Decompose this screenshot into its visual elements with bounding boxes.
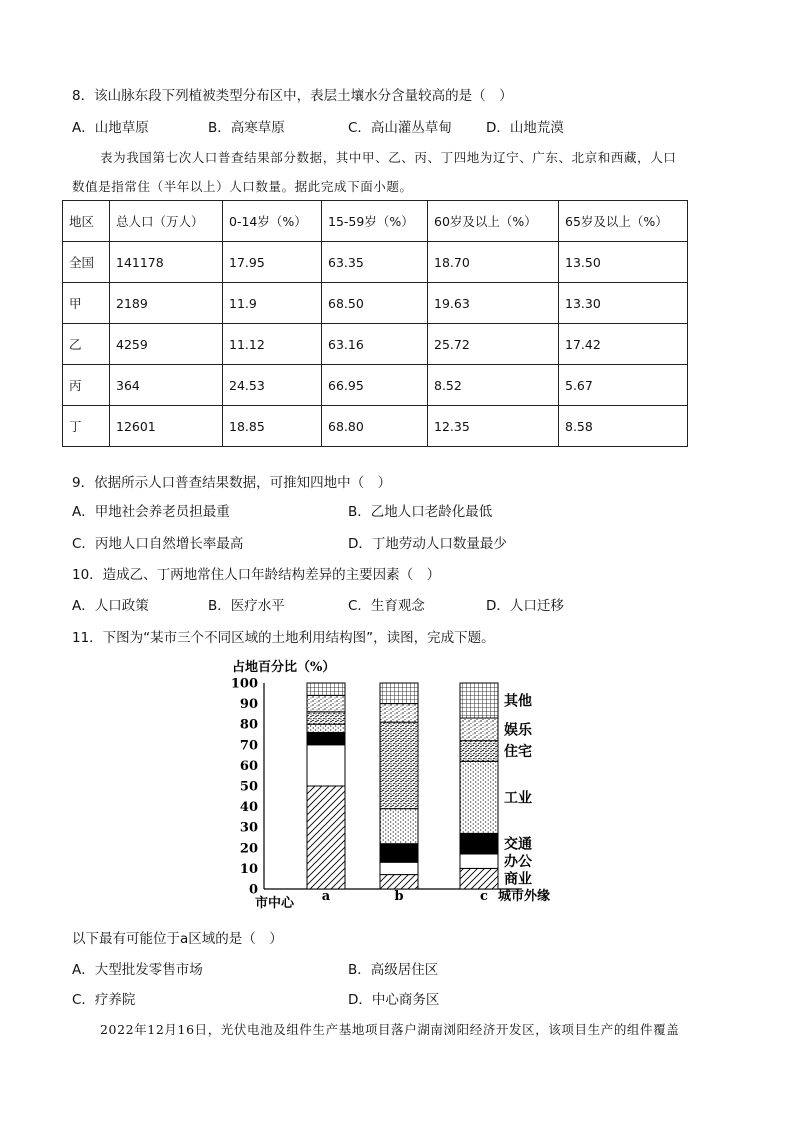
table-cell: 18.70 [428, 242, 559, 283]
table-cell: 141178 [110, 242, 223, 283]
intro-line-2: 数值是指常住（半年以上）人口数量。据此完成下面小题。 [72, 179, 413, 194]
series-label: 其他 [504, 693, 532, 710]
y-tick-label: 90 [239, 697, 258, 713]
table-cell: 364 [110, 365, 223, 406]
y-tick-label: 40 [239, 800, 258, 816]
q10-option-c: C．生育观念 [348, 598, 425, 614]
x-left-label: 市中心 [255, 896, 295, 911]
table-cell: 17.42 [559, 324, 688, 365]
bar-segment-a-0 [307, 786, 345, 889]
table-header-cell: 65岁及以上（%） [559, 201, 688, 242]
table-cell: 66.95 [322, 365, 428, 406]
q11-option-b: B．高级居住区 [348, 962, 439, 978]
bar-segment-c-5 [460, 718, 498, 741]
table-cell: 63.16 [322, 324, 428, 365]
table-row [63, 283, 688, 324]
table-cell: 25.72 [428, 324, 559, 365]
table-cell: 68.80 [322, 406, 428, 447]
bar-segment-a-3 [307, 724, 345, 732]
population-table [62, 200, 688, 447]
y-tick-label: 50 [239, 779, 258, 795]
table-cell: 68.50 [322, 283, 428, 324]
table-header-cell: 地区 [63, 201, 110, 242]
table-cell: 63.35 [322, 242, 428, 283]
table-header-row [63, 201, 688, 242]
table-header-cell: 总人口（万人） [110, 201, 223, 242]
q11-option-d: D．中心商务区 [348, 992, 440, 1008]
bar-segment-c-2 [460, 833, 498, 854]
q8-option-a: A．山地草原 [72, 120, 149, 136]
q10-option-a: A．人口政策 [72, 598, 149, 614]
q9-option-a: A．甲地社会养老员担最重 [72, 504, 230, 520]
q11-option-c: C．疗养院 [72, 992, 136, 1008]
table-cell: 18.85 [223, 406, 322, 447]
category-label: b [394, 889, 404, 904]
q9-option-d: D．丁地劳动人口数量最少 [348, 536, 507, 552]
intro-line-1: 表为我国第七次人口普查结果部分数据，其中甲、乙、丙、丁四地为辽宁、广东、北京和西藏，人口 [100, 150, 677, 165]
land-use-chart [222, 655, 572, 913]
table-cell: 11.9 [223, 283, 322, 324]
bar-segment-a-4 [307, 712, 345, 724]
bar-segment-c-4 [460, 741, 498, 762]
bar-segment-c-3 [460, 761, 498, 833]
y-tick-label: 10 [239, 861, 258, 877]
series-label: 交通 [504, 836, 532, 853]
table-row [63, 406, 688, 447]
table-cell: 全国 [63, 242, 110, 283]
q9-stem: 9．依据所示人口普查结果数据，可推知四地中（ ） [72, 475, 392, 491]
bar-segment-b-4 [380, 722, 418, 809]
q9-option-c: C．丙地人口自然增长率最高 [72, 536, 244, 552]
y-tick-label: 0 [248, 882, 258, 898]
table-cell: 24.53 [223, 365, 322, 406]
bar-segment-b-3 [380, 809, 418, 844]
table-cell: 8.52 [428, 365, 559, 406]
table-cell: 12.35 [428, 406, 559, 447]
table-cell: 13.50 [559, 242, 688, 283]
category-label: a [321, 889, 331, 904]
bar-segment-c-0 [460, 868, 498, 889]
q8-option-d: D．山地荒漠 [486, 120, 564, 136]
series-label: 商业 [504, 871, 532, 888]
y-tick-label: 70 [239, 738, 258, 754]
table-cell: 乙 [63, 324, 110, 365]
table-row [63, 365, 688, 406]
bar-segment-b-0 [380, 875, 418, 889]
table-cell: 2189 [110, 283, 223, 324]
bar-segment-c-1 [460, 854, 498, 868]
q11-sub: 以下最有可能位于a区域的是（ ） [72, 931, 283, 947]
table-row [63, 324, 688, 365]
bar-segment-b-1 [380, 862, 418, 874]
table-cell: 丁 [63, 406, 110, 447]
x-right-label: 城市外缘 [498, 889, 551, 904]
table-row [63, 242, 688, 283]
bar-segment-a-1 [307, 745, 345, 786]
table-cell: 甲 [63, 283, 110, 324]
q11-option-a: A．大型批发零售市场 [72, 962, 203, 978]
q10-option-d: D．人口迁移 [486, 598, 564, 614]
bar-segment-b-2 [380, 844, 418, 863]
table-cell: 11.12 [223, 324, 322, 365]
q8-option-b: B．高寒草原 [208, 120, 285, 136]
q9-option-b: B．乙地人口老龄化最低 [348, 504, 493, 520]
y-tick-label: 100 [230, 676, 258, 692]
bar-segment-a-2 [307, 732, 345, 744]
table-cell: 丙 [63, 365, 110, 406]
q11-stem: 11．下图为“某市三个不同区域的土地利用结构图”，读图，完成下题。 [72, 630, 495, 646]
table-header-cell: 0-14岁（%） [223, 201, 322, 242]
bar-segment-a-6 [307, 683, 345, 695]
category-label: c [480, 889, 488, 904]
y-axis-title: 占地百分比（%） [232, 660, 336, 675]
bar-segment-b-6 [380, 683, 418, 704]
intro2-line: 2022年12月16日，光伏电池及组件生产基地项目落户湖南浏阳经济开发区，该项目生产的组件覆盖 [100, 1022, 680, 1037]
table-cell: 12601 [110, 406, 223, 447]
q10-stem: 10．造成乙、丁两地常住人口年龄结构差异的主要因素（ ） [72, 567, 441, 583]
series-label: 住宅 [504, 743, 532, 760]
q8-option-c: C．高山灌丛草甸 [348, 120, 452, 136]
table-cell: 8.58 [559, 406, 688, 447]
series-label: 办公 [504, 854, 532, 871]
table-cell: 19.63 [428, 283, 559, 324]
y-tick-label: 80 [239, 717, 258, 733]
y-tick-label: 60 [239, 758, 258, 774]
q10-option-b: B．医疗水平 [208, 598, 285, 614]
table-cell: 17.95 [223, 242, 322, 283]
table-cell: 5.67 [559, 365, 688, 406]
y-tick-label: 30 [239, 820, 258, 836]
bar-segment-b-5 [380, 704, 418, 723]
table-header-cell: 60岁及以上（%） [428, 201, 559, 242]
table-cell: 4259 [110, 324, 223, 365]
bar-segment-a-5 [307, 695, 345, 711]
table-cell: 13.30 [559, 283, 688, 324]
bar-segment-c-6 [460, 683, 498, 718]
series-label: 娱乐 [504, 722, 532, 739]
q8-stem: 8．该山脉东段下列植被类型分布区中，表层土壤水分含量较高的是（ ） [72, 88, 513, 104]
series-label: 工业 [504, 790, 532, 807]
table-header-cell: 15-59岁（%） [322, 201, 428, 242]
y-tick-label: 20 [239, 841, 258, 857]
